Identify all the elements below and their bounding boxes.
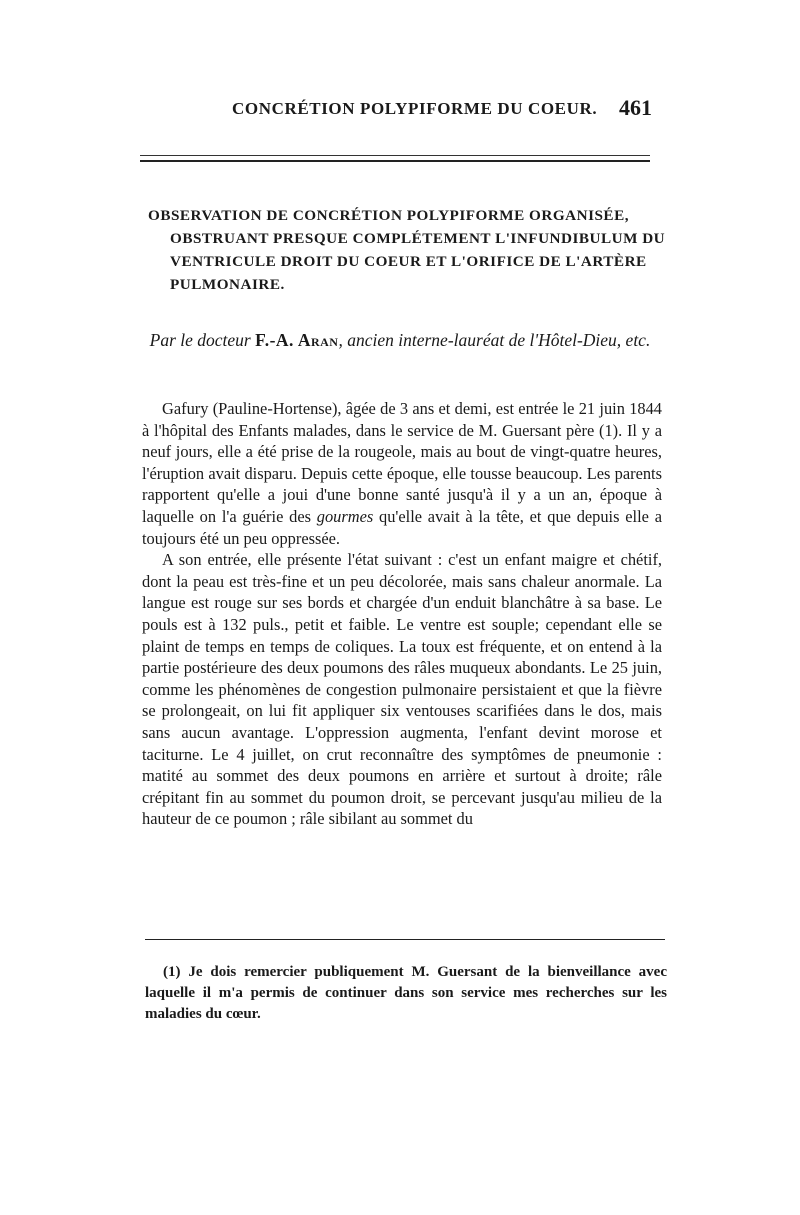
running-head [140,95,660,125]
title-line: PULMONAIRE. [170,276,285,293]
paragraph [142,398,662,549]
paragraph-text: Gafury (Pauline-Hortense), âgée de 3 ans et demi, est entrée le 21 juin 1844 à l'hôpital des Enfants malades, dans le service de M. Guersant père (1). Il y a neuf jours, elle a été prise de la rougeole, mais au bout de vingt-quatre heures, l'éruption avait disparu. Depuis cette époque, elle tousse beaucoup. Les parents rapportent qu'elle a joui d'une bonne santé jusqu'à il y a un an, époque à laquelle on l'a guérie des [142,399,662,526]
byline-prefix: Par le docteur [149,330,251,350]
title-line: OBSERVATION DE CONCRÉTION POLYPIFORME ORGANISÉE, [148,207,629,224]
article-body [142,398,662,830]
running-title: CONCRÉTION POLYPIFORME DU COEUR. [232,99,598,118]
paragraph-text: qu'elle avait à la tête, et que depuis elle a toujours été un peu oppressée. [142,506,662,548]
title-line: VENTRICULE DROIT DU COEUR ET L'ORIFICE DE L'ARTÈRE [170,253,647,270]
footnote-rule [145,939,665,940]
header-rule [140,155,650,162]
byline [140,328,660,352]
page-number: 461 [619,95,652,120]
paragraph: A son entrée, elle présente l'état suivant : c'est un enfant maigre et chétif, dont la peau est très-fine et un peu décolorée, mais sans chaleur anormale. La langue est rouge sur ses bords et chargée d'un enduit blanchâtre à sa base. Le pouls est à 132 puls., petit et faible. Le ventre est souple; cependant elle se plaint de temps en temps de coliques. La toux est fréquente, et on entend à la partie postérieure des deux poumons des râles muqueux abondants. Le 25 juin, comme les phénomènes de congestion pulmonaire persistaient et que la fièvre se prolongeait, on lui fit appliquer six ventouses scarifiées dans le dos, mais sans aucun avantage. L'oppression augmenta, l'enfant devint morose et taciturne. Le 4 juillet, on crut reconnaître des symptômes de pneumonie : matité au sommet des deux poumons en arrière et surtout à droite; râle crépitant fin au sommet du poumon droit, se percevant jusqu'au milieu de la hauteur de ce poumon ; râle sibilant au sommet du [142,550,662,829]
title-line: OBSTRUANT PRESQUE COMPLÉTEMENT L'INFUNDIBULUM DU [170,230,666,247]
footnote: (1) Je dois remercier publiquement M. Guersant de la bienveillance avec laquelle il m'a permis de continuer dans son service mes recherches sur les maladies du cœur. [145,964,667,1022]
paragraph-italic: gourmes [316,506,374,526]
byline-author: F.-A. Aran [255,330,339,350]
byline-suffix: , ancien interne-lauréat de l'Hôtel-Dieu, etc. [338,330,651,350]
article-title [148,204,666,296]
